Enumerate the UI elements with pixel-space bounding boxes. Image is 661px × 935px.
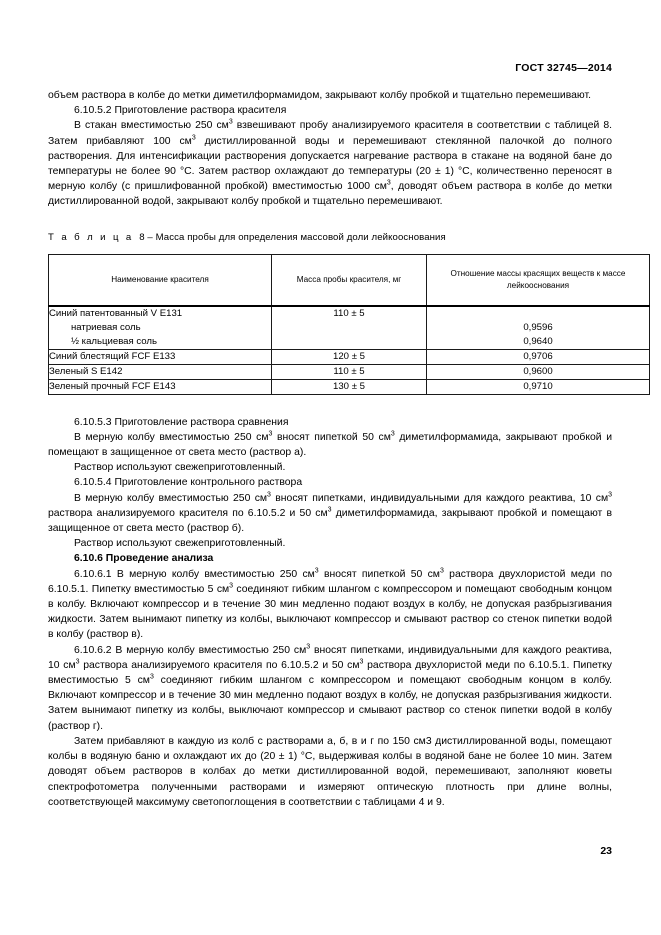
superscript-cubic: 3 [149,673,154,681]
mass-sample-table [48,254,650,395]
table-caption-dash: – [147,231,153,243]
table-caption-title: Масса пробы для определения массовой доли лейкооснования [155,231,446,243]
heading-6-10-6 [48,551,612,566]
dye-name-subline: ½ кальциевая соль [71,335,158,347]
table-caption [48,231,612,245]
table-row [49,379,650,394]
cell-mass-ratio [427,306,650,350]
paragraph-6-10-6-2 [48,643,612,734]
table-header-row [49,254,650,306]
table-row [49,364,650,379]
heading-6-10-5-4 [48,475,612,490]
table-body [49,306,650,395]
table-row [49,306,650,350]
superscript-cubic: 3 [191,134,196,142]
superscript-cubic: 3 [439,567,444,575]
paragraph-text: Затем прибавляют в каждую из колб с растворами а, б, в и г по 150 см3 дистиллированной воды, помещают колбы в водяную баню и охлаждают их до (20 ± 1) °С, выдерживая колбы в водяной бане не более 10 мин. Затем доводят объем растворов в колбах до метки дистиллированной водой, перемешивают, заполняют кюветы спектрофотометра полученными растворами и измеряют оптическую плотность при длине волны, соответствующей максимуму светопоглощения в соответствии с таблицами 4 и 9. [48,735,612,808]
dye-name-subline: натриевая соль [71,321,141,333]
paragraph-text: объем раствора в колбе до метки диметилформамидом, закрывают колбу пробкой и тщательно перемешивают. [48,90,591,101]
paragraph-6-10-5-4-b [48,536,612,551]
heading-text: 6.10.5.2 Приготовление раствора красителя [74,105,287,117]
paragraph-6-10-6-1 [48,567,612,643]
ratio-value: 0,9706 [523,350,553,362]
spacer [48,210,612,231]
dye-name-text: Зеленый прочный FCF E143 [49,380,176,392]
dye-name-text: Зеленый S E142 [49,365,123,377]
cell-sample-mass: 130 ± 5 [272,379,427,394]
cell-mass-ratio [427,364,650,379]
superscript-cubic: 3 [390,430,395,438]
table-row [49,349,650,364]
ratio-value: 0,9596 [523,321,553,333]
paragraph-6-10-5-2-body [48,118,612,209]
page-content [48,0,626,935]
cell-mass-ratio [427,349,650,364]
superscript-cubic: 3 [267,491,271,499]
page-number: 23 [600,845,612,857]
superscript-cubic: 3 [268,430,273,438]
ratio-value: 0,9710 [523,380,553,392]
paragraph-text-superscripted: 6.10.6.2 В мерную колбу вместимостью 250 $см^3$ вносят пипетками, индивидуальными для каждого реактива, 10 $см^3$ раствора анализируемого красителя по 6.10.5.2 и 50 $см^3$ раствора двухлористой меди по 6.10.5.1. Пипетку вместимостью 5 $см^3$ соединяют гибким шлангом с компрессором и помещают свободным концом в колбу. Включают компрессор и в течение 30 мин медленно подают воздух в колбу, не допуская разбрызгивания жидкости. Затем вынимают пипетку из колбы, выключают компрессор и смывают раствор со стенок пипетки водой в колбу (раствор г). [48,643,612,732]
spacer [48,395,612,415]
table-head [49,254,650,306]
paragraph-continued-intro [48,88,612,103]
dye-name-text: Синий блестящий FCF E133 [49,350,176,362]
ratio-alignment-spacer [427,307,649,321]
column-header-sample-mass: Масса пробы красителя, мг [272,254,427,306]
superscript-cubic: 3 [359,658,364,666]
heading-text: 6.10.5.4 Приготовление контрольного раствора [74,477,303,489]
superscript-cubic: 3 [327,506,332,514]
cell-mass-ratio [427,379,650,394]
paragraph-6-10-5-3-b [48,460,612,475]
paragraph-6-10-5-4-a [48,491,612,537]
table-caption-number: 8 [139,231,145,243]
heading-text: 6.10.6 Проведение анализа [74,553,214,565]
ratio-value: 0,9600 [523,365,553,377]
paragraph-text: Раствор используют свежеприготовленный. [74,538,286,550]
paragraph-final [48,734,612,810]
page-header-standard-number: ГОСТ 32745—2014 [515,62,612,74]
paragraph-6-10-5-3-a [48,430,612,460]
paragraph-text: Раствор используют свежеприготовленный. [74,462,286,474]
spacer [48,245,612,254]
heading-text: 6.10.5.3 Приготовление раствора сравнения [74,416,289,428]
document-body [48,88,626,810]
superscript-cubic: 3 [229,582,234,590]
paragraph-text-superscripted: В мерную колбу вместимостью 250 $см^3$ вносят пипеткой 50 $см^3$ диметилформамида, закрывают пробкой и помещают в защищенное от света место (раствор а). [48,430,612,459]
paragraph-text-superscripted: В мерную колбу вместимостью 250 $см^3$ вносят пипетками, индивидуальными для каждого реактива, 10 $см^3$ раствора анализируемого красителя по 6.10.5.2 и 50 $см^3$ диметилформамида, закрывают пробкой и помещают в защищенное от света место (раствор б). [48,491,612,535]
cell-dye-name [49,364,272,379]
superscript-cubic: 3 [386,179,391,187]
superscript-cubic: 3 [228,118,233,126]
superscript-cubic: 3 [314,567,319,575]
superscript-cubic: 3 [306,643,311,651]
heading-6-10-5-3 [48,415,612,430]
cell-dye-name [49,379,272,394]
column-header-mass-ratio: Отношение массы красящих веществ к массе лейкооснования [427,254,650,306]
heading-6-10-5-2 [48,103,612,118]
ratio-value: 0,9640 [523,335,553,347]
cell-dye-name [49,306,272,350]
paragraph-text-superscripted: 6.10.6.1 В мерную колбу вместимостью 250 $см^3$ вносят пипеткой 50 $см^3$ раствора двухлористой меди по 6.10.5.1. Пипетку вместимостью 5 $см^3$ соединяют гибким шлангом с компрессором и помещают свободным концом в колбу. Включают компрессор и в течение 30 мин медленно подают воздух в колбу, не допуская разбрызгивания жидкости. Затем вынимают пипетку из колбы, выключают компрессор и смывают раствор со стенок пипетки водой в колбу (раствор в). [48,567,613,641]
cell-sample-mass: 110 ± 5 [272,364,427,379]
dye-name-text: Синий патентованный V E131 [49,307,183,319]
cell-sample-mass: 110 ± 5 [272,306,427,350]
cell-sample-mass: 120 ± 5 [272,349,427,364]
superscript-cubic: 3 [608,491,612,499]
superscript-cubic: 3 [75,658,80,666]
cell-dye-name [49,349,272,364]
column-header-dye-name: Наименование красителя [49,254,272,306]
paragraph-text-superscripted: В стакан вместимостью 250 $см^3$ взвешивают пробу анализируемого красителя в соответствии с таблицей 8. Затем прибавляют 100 $см^3$ дистиллированной воды и перемешивают стеклянной палочкой до полного растворения. Для интенсификации растворения допускается нагревание раствора в стакане на водяной бане до температуры не более 90 °С. Затем раствор охлаждают до температуры (20 ± 1) °С, количественно переносят в мерную колбу (с пришлифованной пробкой) вместимостью 1000 $см^3$, доводят объем раствора в колбе до метки дистиллированной водой, закрывают колбу пробкой и тщательно перемешивают. [48,118,613,208]
table-caption-label: Т а б л и ц а [48,231,134,243]
